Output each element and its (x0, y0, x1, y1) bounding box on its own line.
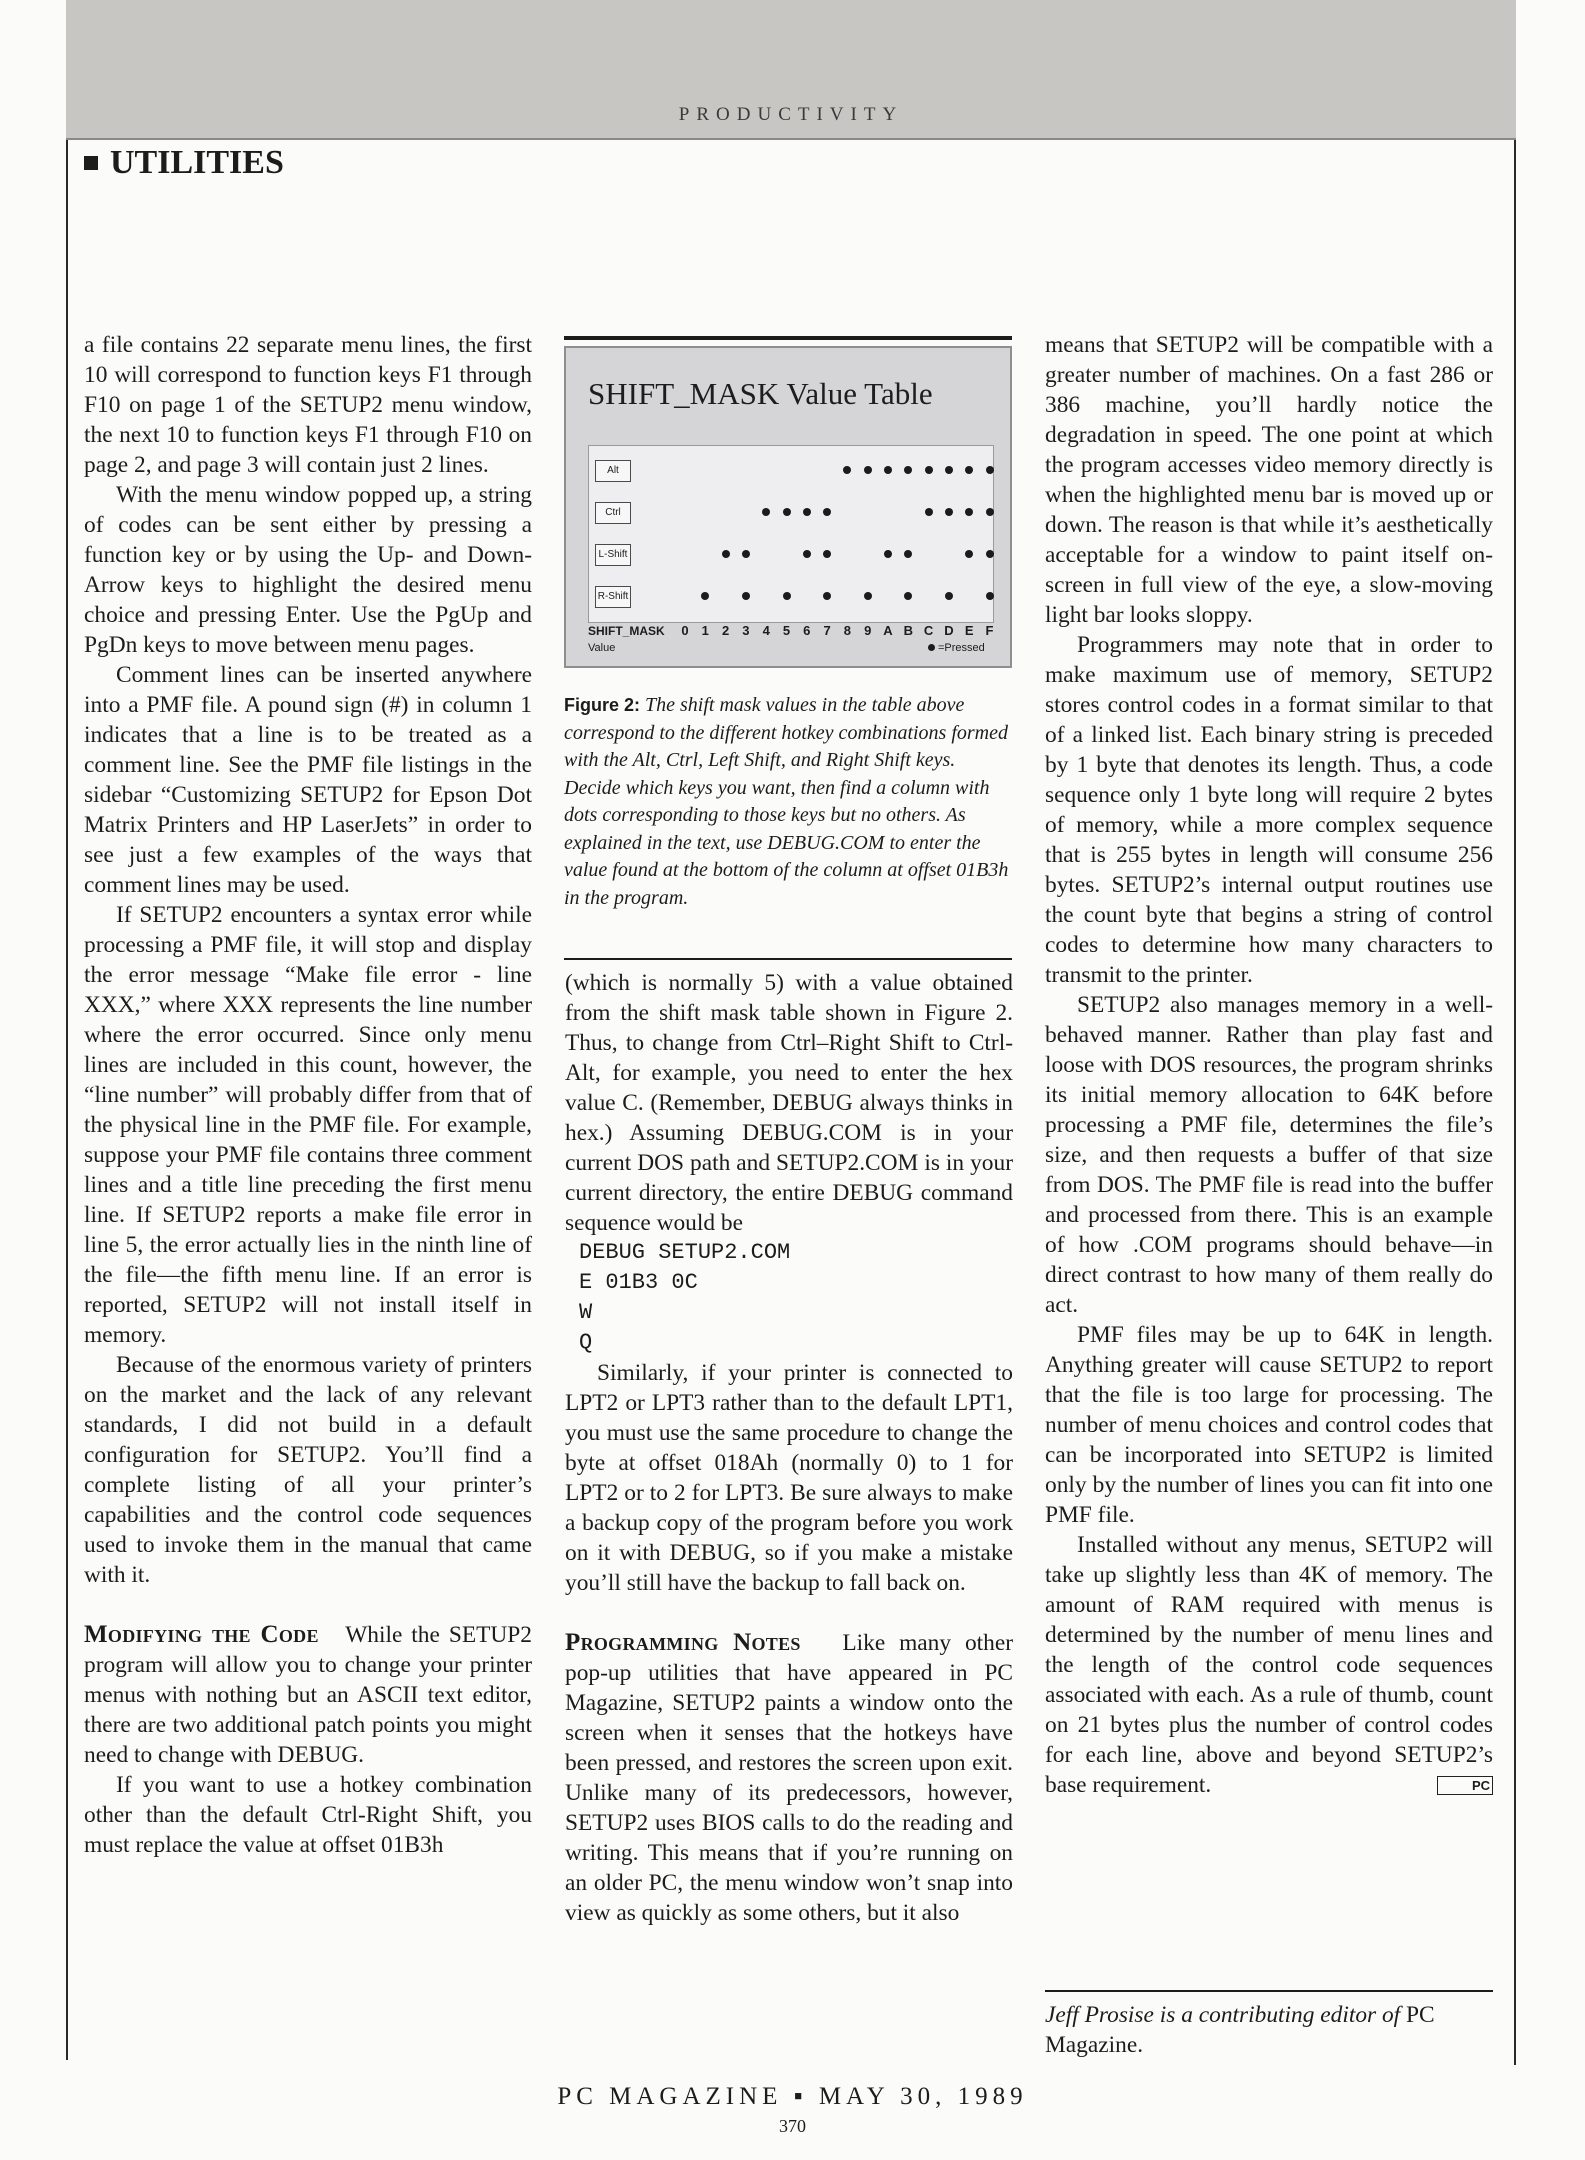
pressed-dot (945, 508, 953, 516)
pressed-dot (803, 550, 811, 558)
pressed-dot (701, 592, 709, 600)
subheading-programming: Programming Notes (565, 1629, 801, 1656)
paragraph: PMF files may be up to 64K in length. Anything greater will cause SETUP2 to report that the file is too large for processing. The number of menu choices and control codes that can be incorporated into SETUP2 is limited only by the number of lines you can fit into one PMF file. (1045, 1322, 1493, 1528)
figure-title: SHIFT_MASK Value Table (588, 376, 933, 411)
caption-rule (564, 958, 1012, 960)
key-ctrl: Ctrl (595, 502, 631, 524)
bio-magazine: PC Magazine. (1045, 2002, 1435, 2058)
running-head: PRODUCTIVITY (678, 104, 904, 125)
pressed-dot (965, 508, 973, 516)
dot-legend-icon (928, 644, 935, 651)
pc-end-mark-icon: PC (1437, 1776, 1493, 1795)
hex-value-label: 5 (782, 623, 791, 638)
pressed-dot (843, 466, 851, 474)
paragraph: Because of the enormous variety of printers on the market and the lack of any relevant standards, I did not build in a default configuration for SETUP2. You’ll find a complete listing of all your printer’s capabilities and the control code sequences used to invoke them in the manual that came with it. (84, 1352, 532, 1588)
paragraph-text: Like many other pop-up utilities that have appeared in PC Magazine, SETUP2 paints a window onto the screen when it senses that the hotkeys have been pressed, and restores the screen upon exit. Unlike many of its predecessors, however, SETUP2 uses BIOS calls to do the reading and writing. This means that if you’re running on an older PC, the menu window won’t snap into view as quickly as some others, but it also (565, 1630, 1014, 1926)
figure-panel (564, 346, 1012, 668)
figure-shift-mask (564, 336, 1012, 672)
column-2 (565, 968, 1013, 1928)
hex-value-label: A (883, 623, 893, 638)
pressed-dot (904, 466, 912, 474)
hex-value-label: 4 (762, 623, 770, 638)
pressed-dot (864, 466, 872, 474)
pressed-dot (904, 592, 912, 600)
caption-label: Figure 2: (564, 695, 641, 715)
paragraph-with-heading (565, 1628, 1013, 1928)
paragraph: SETUP2 also manages memory in a well-behaved manner. Rather than play fast and loose with DOS resources, the program shrinks its initial memory allocation to 64K before processing a PMF file, determines the file’s size, and then requests a buffer of that size from DOS. The PMF file is read into the buffer and processed from there. This is an example of how .COM programs should behave—in direct contrast to how many of them really do act. (1045, 992, 1493, 1318)
pressed-dot (864, 592, 872, 600)
hex-value-label: D (944, 623, 954, 638)
key-lshift: L-Shift (595, 544, 631, 566)
paragraph: Programmers may note that in order to make maximum use of memory, SETUP2 stores control codes in a format similar to that of a linked list. Each binary string is preceded by 1 byte that denotes its length. Thus, a code sequence only 1 byte long will require 2 bytes of memory, while a more complex sequence that is 255 bytes in length will consume 256 bytes. SETUP2’s internal output routines use the count byte that begins a string of control codes to determine how many characters to transmit to the printer. (1045, 632, 1493, 988)
paragraph-text: While the SETUP2 program will allow you to change your printer menus with nothing but an ASCII text editor, there are two additional patch points you might need to change with DEBUG. (84, 1622, 533, 1768)
caption-text: The shift mask values in the table above correspond to the different hotkey combinations formed with the Alt, Ctrl, Left Shift, and Right Shift keys. Decide which keys you want, then find a column with dots corresponding to those keys but no others. As explained in the text, use DEBUG.COM to enter the value found at the bottom of the column at offset 01B3h in the program. (564, 694, 1009, 909)
figure-caption (564, 692, 1012, 912)
pressed-dot (945, 466, 953, 474)
column-1 (84, 330, 532, 1860)
pressed-dot (945, 592, 953, 600)
subheading-modifying: Modifying the Code (84, 1621, 319, 1648)
author-bio (1045, 1990, 1493, 2060)
hex-value-label: F (985, 623, 994, 638)
hex-value-label: 8 (843, 623, 851, 638)
pressed-dot (904, 550, 912, 558)
code-line: E 01B3 0C (579, 1270, 698, 1295)
axis-label: SHIFT_MASK (588, 624, 665, 638)
paragraph-with-heading (84, 1620, 532, 1770)
code-line: W (579, 1300, 593, 1325)
pressed-dot (783, 592, 791, 600)
pressed-dot (823, 508, 831, 516)
pressed-dot (762, 508, 770, 516)
bullet-square-icon (84, 156, 98, 170)
code-line: Q (579, 1330, 593, 1355)
pressed-dot (884, 466, 892, 474)
paragraph (1045, 1530, 1493, 1800)
section-title (84, 144, 284, 182)
code-line: DEBUG SETUP2.COM (579, 1240, 791, 1265)
paragraph: With the menu window popped up, a string of codes can be sent either by pressing a function key or by using the Up- and Down-Arrow keys to highlight the desired menu choice and pressing Enter. Use the PgUp and PgDn keys to move between menu pages. (84, 482, 532, 658)
bio-text: Jeff Prosise is a contributing editor of (1045, 2002, 1401, 2028)
right-rule (1514, 140, 1516, 2065)
pressed-dot (986, 592, 994, 600)
paragraph: If you want to use a hotkey combination other than the default Ctrl-Right Shift, you must replace the value at offset 01B3h (84, 1772, 532, 1858)
page-number: 370 (779, 2116, 806, 2136)
paragraph: means that SETUP2 will be compatible with a greater number of machines. On a fast 286 or 386 machine, you’ll hardly notice the degradation in speed. The one point at which the program accesses video memory directly is when the highlighted menu bar is moved up or down. The reason is that while it’s aesthetically acceptable for a window to paint itself on-screen in full view of the eye, a slow-moving light bar looks sloppy. (1045, 332, 1493, 628)
paragraph-text: Installed without any menus, SETUP2 will take up slightly less than 4K of memory. The amount of RAM required with menus is determined by the number of menu lines and the length of the control code sequences associated with each. As a rule of thumb, count on 21 bytes plus the number of control codes for each line, above and beyond SETUP2’s base requirement. (1045, 1532, 1493, 1798)
column-3 (1045, 330, 1493, 1800)
pressed-dot (783, 508, 791, 516)
paragraph: If SETUP2 encounters a syntax error while processing a PMF file, it will stop and display the error message “Make file error - line XXX,” where XXX represents the line number where the error occurred. Since only menu lines are included in this count, however, the “line number” will probably differ from that of the physical line in the PMF file. For example, suppose your PMF file contains three comment lines and a title line preceding the first menu line. If SETUP2 reports a make file error in line 5, the error actually lies in the ninth line of the file—the fifth menu line. If an error is reported, SETUP2 will not install itself in memory. (84, 902, 532, 1348)
hex-value-label: 7 (823, 623, 831, 638)
hex-value-label: 2 (721, 623, 730, 638)
hex-value-label: 1 (701, 623, 709, 638)
pressed-dot (965, 466, 973, 474)
pressed-dot (925, 508, 933, 516)
pressed-dot (986, 508, 994, 516)
pressed-dot (965, 550, 973, 558)
hex-value-label: 6 (803, 623, 811, 638)
pressed-dot (986, 550, 994, 558)
pressed-dot (722, 550, 730, 558)
value-label: Value (588, 642, 616, 654)
footer-folio: PC MAGAZINE ▪ MAY 30, 1989 (557, 2083, 1028, 2110)
hex-value-label: C (923, 623, 934, 638)
hex-value-label: B (903, 623, 913, 638)
pressed-dot (823, 592, 831, 600)
pressed-dot (884, 550, 892, 558)
hex-value-label: 3 (742, 623, 750, 638)
key-rshift: R-Shift (595, 586, 631, 608)
paragraph: (which is normally 5) with a value obtained from the shift mask table shown in Figure 2. Thus, to change from Ctrl–Right Shift to Ctrl-Alt, for example, you need to enter the hex value C. (Remember, DEBUG always thinks in hex.) Assuming DEBUG.COM is in your current DOS path and SETUP2.COM is in your current directory, the entire DEBUG command sequence would be (565, 970, 1013, 1236)
key-alt: Alt (595, 460, 631, 482)
hex-value-label: 9 (864, 623, 872, 638)
header-banner (66, 0, 1516, 140)
hex-value-label: 0 (681, 623, 689, 638)
figure-grid (588, 445, 994, 623)
section-label: UTILITIES (110, 144, 284, 181)
pressed-dot (986, 466, 994, 474)
hex-value-label: E (964, 623, 974, 638)
pressed-dot (823, 550, 831, 558)
legend-pressed (928, 642, 985, 654)
pressed-dot (742, 592, 750, 600)
left-rule (66, 140, 68, 2060)
pressed-dot (803, 508, 811, 516)
legend-text: =Pressed (938, 642, 985, 654)
pressed-dot (925, 466, 933, 474)
pressed-dot (742, 550, 750, 558)
paragraph: Comment lines can be inserted anywhere into a PMF file. A pound sign (#) in column 1 indicates that a line is to be treated as a comment line. See the PMF file listings in the sidebar “Customizing SETUP2 for Epson Dot Matrix Printers and HP LaserJets” in order to see just a few examples of the ways that comment lines may be used. (84, 662, 532, 898)
paragraph: a file contains 22 separate menu lines, the first 10 will correspond to function keys F1 through F10 on page 1 of the SETUP2 menu window, the next 10 to function keys F1 through F10 on page 2, and page 3 will contain just 2 lines. (84, 332, 532, 478)
paragraph: Similarly, if your printer is connected to LPT2 or LPT3 rather than to the default LPT1, you must use the same procedure to change the byte at offset 018Ah (normally 0) to 1 for LPT2 or to 2 for LPT3. Be sure always to make a backup copy of the program before you work on it with DEBUG, so if you make a mistake you’ll still have the backup to fall back on. (565, 1360, 1013, 1596)
